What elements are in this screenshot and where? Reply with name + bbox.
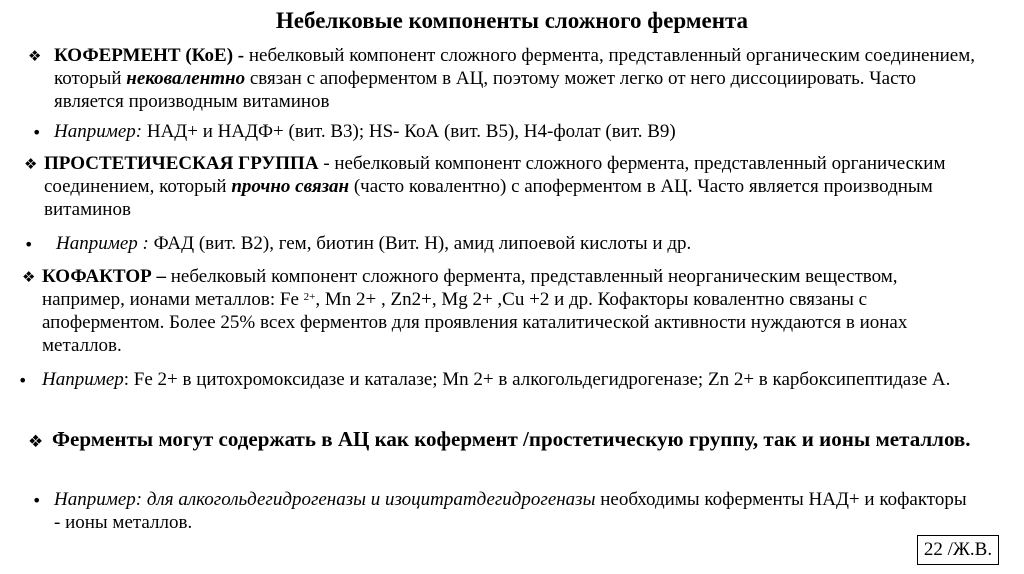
page-number: 22 /Ж.В. bbox=[917, 535, 999, 565]
cofactor-superscript: 2+ bbox=[303, 291, 316, 303]
summary-text: Ферменты могут содержать в АЦ как кофермент /простетическую группу, так и ионы металлов. bbox=[52, 427, 971, 451]
section-cofactor bbox=[22, 265, 982, 357]
coenzyme-text-1: небелковый компонент сложного фермента, представленный органическим соединением, который bbox=[54, 45, 975, 89]
prosthetic-example bbox=[24, 232, 984, 255]
section-coenzyme bbox=[28, 44, 988, 113]
prosthetic-example-label: Например : bbox=[56, 233, 149, 254]
diamond-bullet-icon: ❖ bbox=[28, 47, 42, 65]
cofactor-example-text: : Fe 2+ в цитохромоксидазе и каталазе; Mn 2+ в алкогольдегидрогеназе; Zn 2+ в карбоксипептидазе А. bbox=[123, 369, 951, 390]
bullet-icon: • bbox=[32, 491, 42, 510]
summary-example-label: Например: для алкогольдегидрогеназы и изоцитратдегидрогеназы bbox=[54, 489, 596, 510]
prosthetic-example-text: ФАД (вит. В2), гем, биотин (Вит. Н), амид липоевой кислоты и др. bbox=[148, 233, 692, 254]
prosthetic-emphasis: прочно связан bbox=[231, 176, 350, 197]
prosthetic-text-2: (часто ковалентно) с апоферментом в АЦ. Часто является производным витаминов bbox=[44, 176, 933, 220]
cofactor-text-2: , Mn 2+ , Zn2+, Mg 2+ ,Cu +2 и др. Кофакторы ковалентно связаны с апоферментом. Более 25% всех ферментов для проявления каталитической активности нуждаются в ионах металлов. bbox=[42, 289, 908, 356]
diamond-bullet-icon: ❖ bbox=[24, 155, 38, 173]
cofactor-term: КОФАКТОР – bbox=[42, 266, 166, 287]
section-prosthetic-group bbox=[24, 152, 984, 221]
cofactor-example-label: Например bbox=[42, 369, 124, 390]
prosthetic-text-1: - небелковый компонент сложного фермента, представленный органическим соединением, который bbox=[44, 153, 946, 197]
coenzyme-emphasis: нековалентно bbox=[126, 68, 246, 89]
coenzyme-example-label: Например: bbox=[54, 121, 143, 142]
diamond-bullet-icon: ❖ bbox=[28, 432, 44, 452]
coenzyme-text-2: связан с апоферментом в АЦ, поэтому может легко от него диссоциировать. Часто является производным витаминов bbox=[54, 68, 917, 112]
diamond-bullet-icon: ❖ bbox=[22, 268, 36, 286]
coenzyme-example-text: НАД+ и НАДФ+ (вит. В3); HS- КоА (вит. В5), Н4-фолат (вит. В9) bbox=[142, 121, 676, 142]
bullet-icon: • bbox=[24, 235, 34, 254]
summary-example-text: необходимы коферменты НАД+ и кофакторы - ионы металлов. bbox=[54, 489, 967, 533]
prosthetic-term: ПРОСТЕТИЧЕСКАЯ ГРУППА bbox=[44, 153, 319, 174]
cofactor-example bbox=[18, 368, 958, 391]
bullet-icon: • bbox=[18, 371, 28, 390]
cofactor-text-1: небелковый компонент сложного фермента, представленный неорганическим веществом, например, ионами металлов: Fe bbox=[42, 266, 898, 310]
section-summary bbox=[28, 426, 988, 453]
slide-title: Небелковые компоненты сложного фермента bbox=[275, 8, 749, 33]
bullet-icon: • bbox=[32, 123, 42, 142]
summary-example bbox=[32, 488, 972, 534]
coenzyme-term: КОФЕРМЕНТ (КоЕ) - bbox=[54, 45, 245, 66]
coenzyme-example bbox=[32, 120, 992, 143]
